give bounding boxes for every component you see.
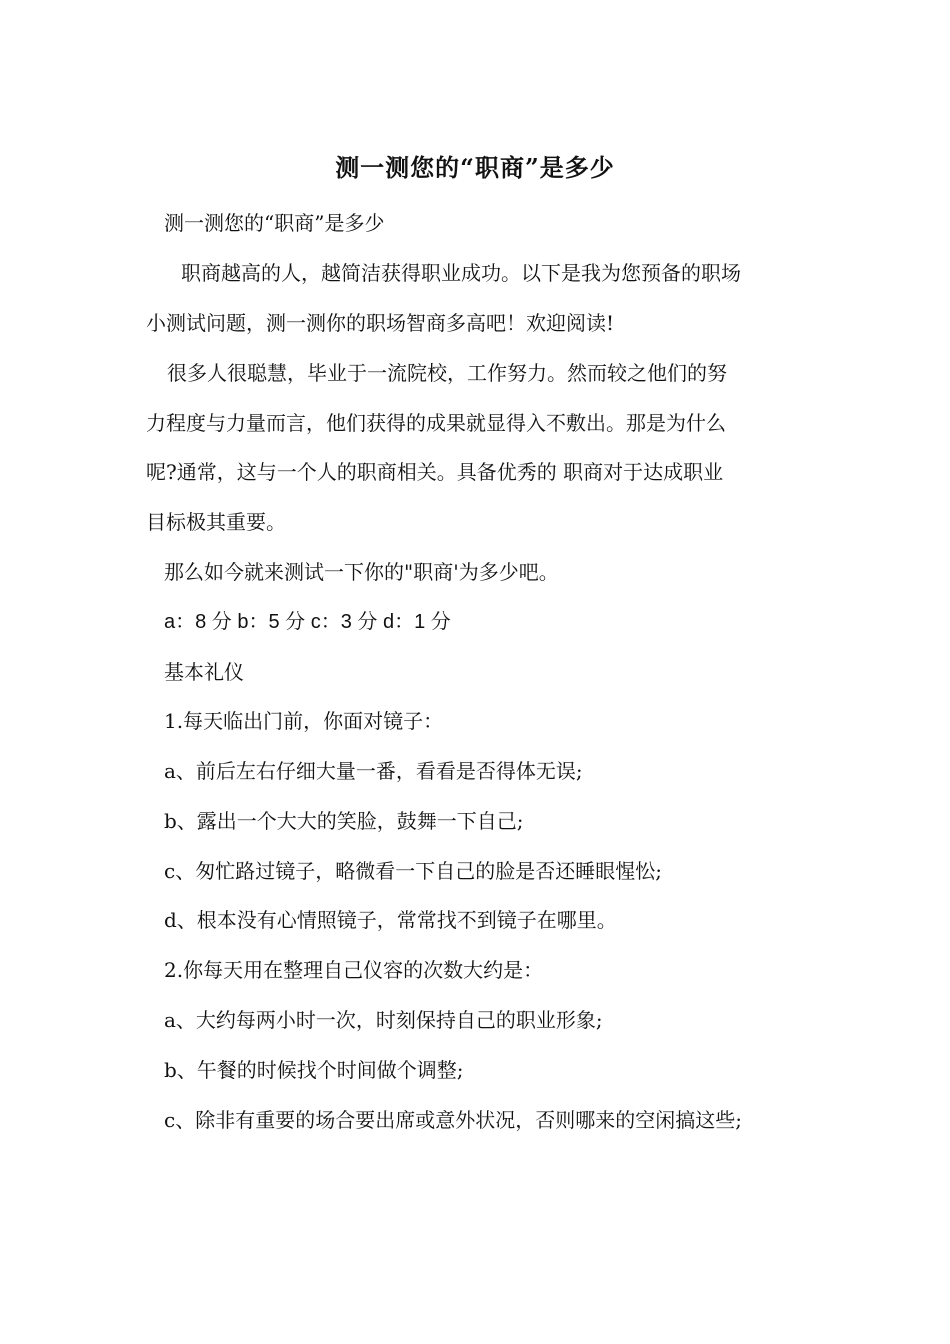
answer-option: c、匆忙路过镜子，略微看一下自己的脸是否还睡眼惺忪;	[164, 859, 662, 883]
answer-option: d、根本没有心情照镜子，常常找不到镜子在哪里。	[164, 908, 617, 932]
section-heading: 基本礼仪	[164, 660, 244, 684]
answer-option: a、前后左右仔细大量一番，看看是否得体无误;	[164, 759, 583, 783]
answer-option: a、大约每两小时一次，时刻保持自己的职业形象;	[164, 1008, 603, 1032]
paragraph-line: 目标极其重要。	[146, 510, 286, 534]
paragraph-line: 那么如今就来测试一下你的"职商'为多少吧。	[164, 560, 559, 584]
document-title: 测一测您的“职商”是多少	[335, 153, 615, 182]
question-line: 1.每天临出门前，你面对镜子：	[164, 709, 444, 733]
paragraph-line: 呢?通常，这与一个人的职商相关。具备优秀的 职商对于达成职业	[146, 460, 724, 484]
answer-option: c、除非有重要的场合要出席或意外状况，否则哪来的空闲搞这些;	[164, 1108, 742, 1132]
paragraph-line: 职商越高的人，越简洁获得职业成功。以下是我为您预备的职场	[181, 261, 741, 285]
paragraph-line: 小测试问题，测一测你的职场智商多高吧！欢迎阅读!	[146, 311, 615, 335]
scoring-line: a：8 分 b：5 分 c：3 分 d：1 分	[164, 611, 451, 633]
answer-option: b、露出一个大大的笑脸，鼓舞一下自己;	[164, 809, 524, 833]
question-line: 2.你每天用在整理自己仪容的次数大约是：	[164, 958, 544, 982]
paragraph-line: 很多人很聪慧，毕业于一流院校，工作努力。然而较之他们的努	[167, 361, 727, 385]
subtitle-line: 测一测您的“职商”是多少	[164, 211, 385, 235]
answer-option: b、午餐的时候找个时间做个调整;	[164, 1058, 464, 1082]
paragraph-line: 力程度与力量而言，他们获得的成果就显得入不敷出。那是为什么	[146, 411, 726, 435]
